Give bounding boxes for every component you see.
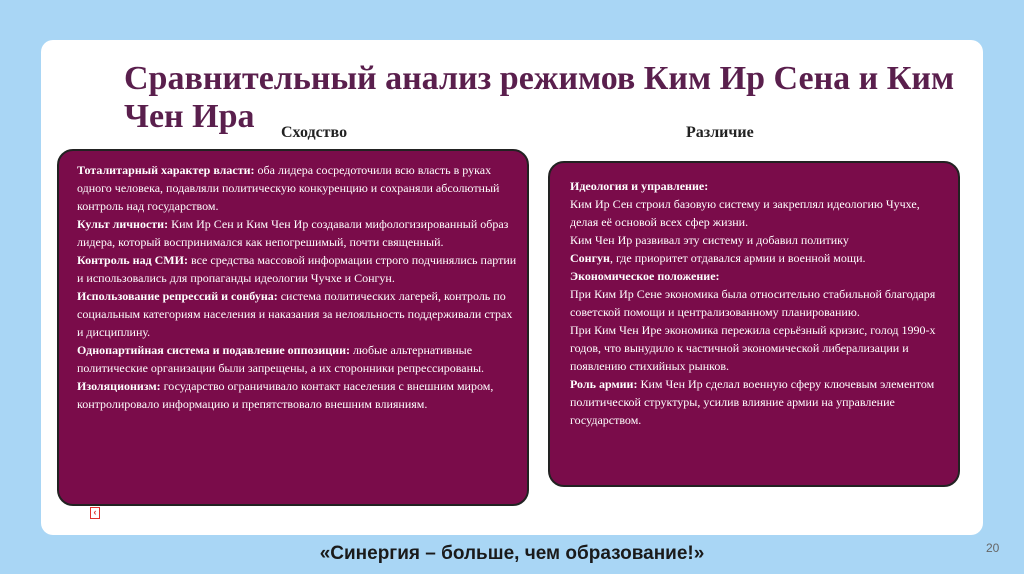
item-term: Тоталитарный характер власти: (77, 163, 255, 177)
difference-box (548, 161, 960, 487)
list-item (77, 341, 517, 377)
page-number: 20 (986, 541, 1000, 555)
item-term: Изоляционизм: (77, 379, 161, 393)
item-term: Контроль над СМИ: (77, 253, 188, 267)
list-item (77, 377, 517, 413)
item-text: государство ограничивало контакт населения с внешним миром, контролировало информацию и препятствовало внешним влияниям. (77, 379, 494, 411)
item-term: Культ личности: (77, 217, 169, 231)
list-item: Роль армии: Ким Чен Ир сделал военную сферу ключевым элементом политической структуры, усилив влияние армии на управление государством. (570, 377, 935, 427)
list-item (77, 161, 517, 215)
block-line: При Ким Ир Сене экономика была относительно стабильной благодаря советской помощи и централизованному планированию. (570, 287, 936, 319)
brand-mark-icon: ‹ (90, 507, 100, 519)
list-item (77, 287, 517, 341)
slide-card (41, 40, 983, 535)
page-title: Сравнительный анализ режимов Ким Ир Сена и Ким Чен Ира (124, 60, 955, 135)
item-text: все средства массовой информации строго подчинялись партии и использовались для пропаганды идеологии Чучхе и Сонгун. (77, 253, 517, 285)
item-text: система политических лагерей, контроль по социальным категориям населения и наказания за нелояльность поддерживали страх и дисциплину. (77, 289, 513, 339)
block-line: Ким Ир Сен строил базовую систему и закреплял идеологию Чучхе, делая её основой всех сфер жизни. (570, 197, 920, 229)
list-item (77, 215, 517, 251)
block-line: Ким Чен Ир развивал эту систему и добавил политику (570, 233, 849, 247)
footer-slogan: «Синергия – больше, чем образование!» (319, 543, 705, 564)
block-term: Экономическое положение: (570, 269, 720, 283)
block-term: Идеология и управление: (570, 179, 709, 193)
similarity-box (57, 149, 529, 506)
similarity-heading: Сходство (281, 124, 348, 141)
item-text: любые альтернативные политические организации были запрещены, а их сторонники репрессированы. (77, 343, 485, 375)
item-text: Ким Ир Сен и Ким Чен Ир создавали мифологизированный образ лидера, который воспринимался как непогрешимый, почти священный. (77, 217, 509, 249)
block-line: Сонгун, где приоритет отдавался армии и военной мощи. (570, 251, 866, 265)
block-line: При Ким Чен Ире экономика пережила серьёзный кризис, голод 1990-х годов, что вынудило к частичной экономической либерализации и появлению стихийных рынков. (570, 323, 936, 373)
item-text: оба лидера сосредоточили всю власть в руках одного человека, подавляли политическую конкуренцию и сохраняли абсолютный контроль над государством. (77, 163, 500, 213)
difference-heading: Различие (686, 124, 754, 141)
item-term: Использование репрессий и сонбуна: (77, 289, 278, 303)
list-item (77, 251, 517, 287)
item-term: Однопартийная система и подавление оппозиции: (77, 343, 350, 357)
